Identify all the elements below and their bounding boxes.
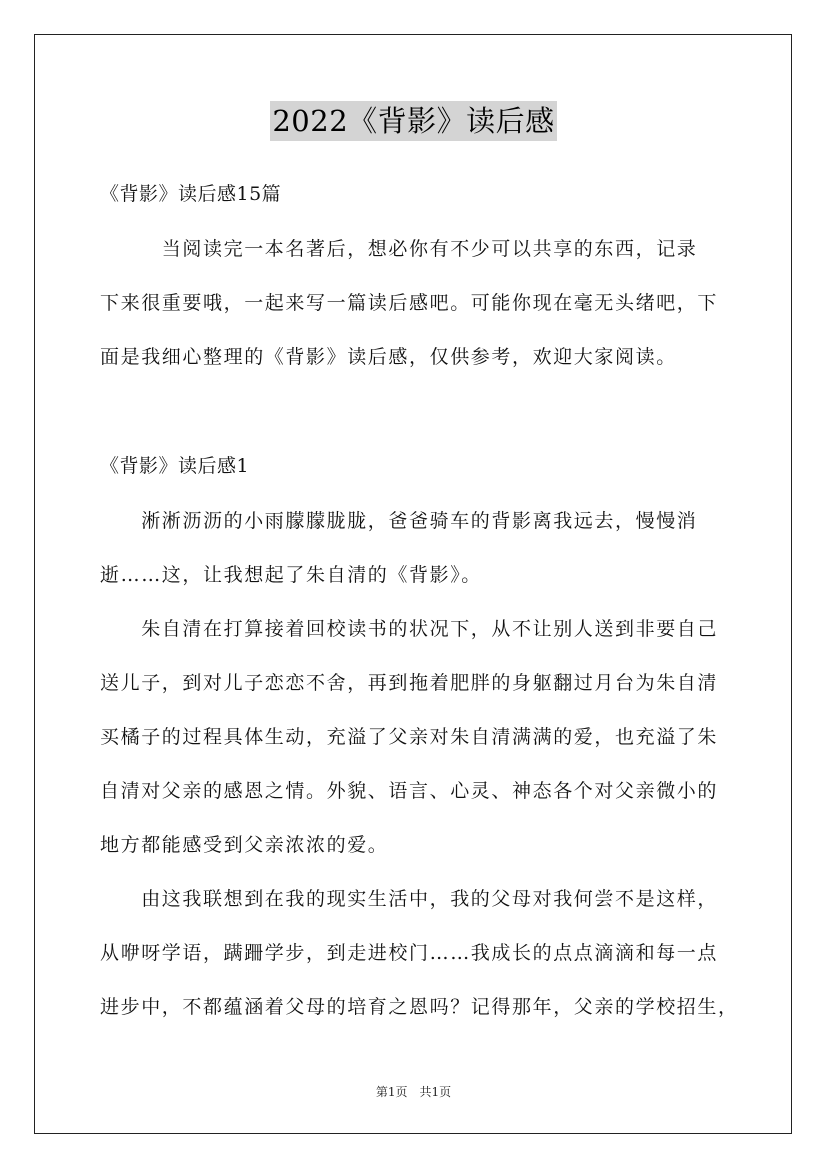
- body-line: 淅淅沥沥的小雨朦朦胧胧，爸爸骑车的背影离我远去，慢慢消: [100, 510, 698, 532]
- body-line: 买橘子的过程具体生动，充溢了父亲对朱自清满满的爱，也充溢了朱: [100, 726, 719, 748]
- body-line: 由这我联想到在我的现实生活中，我的父母对我何尝不是这样，: [100, 888, 719, 910]
- document-subtitle: 《背影》读后感15篇: [100, 183, 282, 205]
- section-heading: 《背影》读后感1: [100, 455, 250, 477]
- body-line: 送儿子，到对儿子恋恋不舍，再到拖着肥胖的身躯翻过月台为朱自清: [100, 672, 719, 694]
- page-number-footer: 第1页 共1页: [375, 1085, 452, 1099]
- body-line: 朱自清在打算接着回校读书的状况下，从不让别人送到非要自己: [100, 618, 719, 640]
- title-container: [0, 101, 827, 141]
- intro-line: 面是我细心整理的《背影》读后感，仅供参考，欢迎大家阅读。: [100, 346, 677, 368]
- intro-line: 下来很重要哦，一起来写一篇读后感吧。可能你现在毫无头绪吧，下: [100, 292, 719, 314]
- body-line: 进步中，不都蕴涵着父母的培育之恩吗？记得那年，父亲的学校招生，: [100, 996, 739, 1018]
- intro-line: 当阅读完一本名著后，想必你有不少可以共享的东西，记录: [100, 238, 698, 260]
- body-line: 地方都能感受到父亲浓浓的爱。: [100, 834, 389, 856]
- body-line: 自清对父亲的感恩之情。外貌、语言、心灵、神态各个对父亲微小的: [100, 780, 719, 802]
- body-line: 逝……这，让我想起了朱自清的《背影》。: [100, 564, 482, 586]
- document-title: 2022《背影》读后感: [270, 101, 556, 141]
- body-line: 从咿呀学语，蹒跚学步，到走进校门……我成长的点点滴滴和每一点: [100, 942, 719, 964]
